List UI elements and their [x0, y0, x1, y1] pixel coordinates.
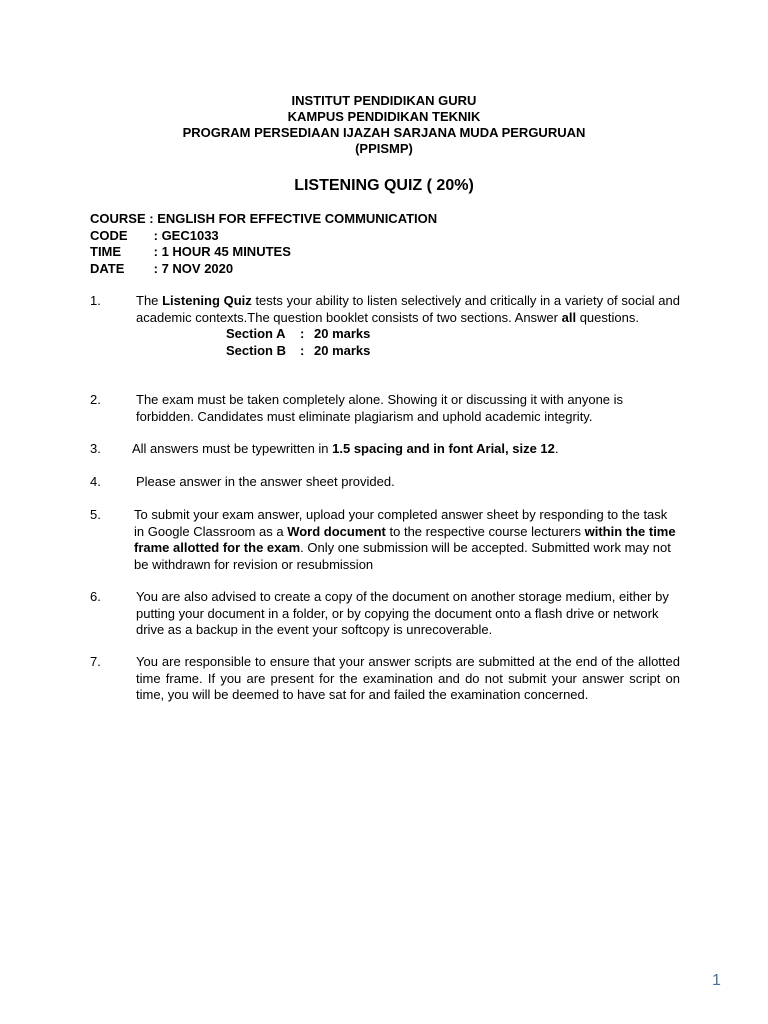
meta-code-label: CODE	[90, 227, 128, 243]
item-5-text-e: . Only one submission will be accepted. Submitted work may not be withdrawn for revision or resubmission	[134, 540, 671, 572]
item-5-bold-word-document: Word document	[287, 523, 386, 539]
meta-course-label: COURSE	[90, 211, 146, 226]
header-line-1: INSTITUT PENDIDIKAN GURU	[291, 93, 477, 108]
meta-date-label: DATE	[90, 260, 125, 276]
section-a-row	[226, 326, 680, 343]
item-text	[136, 293, 680, 359]
instruction-item-4	[90, 474, 680, 491]
item-number: 5.	[90, 507, 101, 522]
item-5-text-a: To submit your exam answer, upload your completed answer sheet by responding to the task in Google Classroom as a	[134, 507, 668, 539]
item-text: Please answer in the answer sheet provided.	[136, 474, 395, 489]
meta-time-row	[90, 244, 437, 261]
meta-code-row	[90, 228, 437, 245]
quiz-title: LISTENING QUIZ ( 20%)	[294, 177, 474, 194]
item-text: The exam must be taken completely alone. Showing it or discussing it with anyone is forbidden. Candidates must eliminate plagiarism and uphold academic integrity.	[136, 392, 624, 424]
meta-date-value: : 7 NOV 2020	[153, 260, 234, 276]
header-line-4: (PPISMP)	[355, 141, 413, 156]
meta-course-row	[90, 211, 437, 228]
instruction-item-3	[90, 441, 680, 458]
item-3-bold-format: 1.5 spacing and in font Arial, size 12	[332, 441, 555, 456]
meta-time-value: : 1 HOUR 45 MINUTES	[153, 244, 291, 259]
instruction-item-5	[90, 507, 680, 573]
section-a-name: Section A	[226, 326, 286, 341]
course-meta	[90, 211, 437, 277]
institution-header	[0, 93, 768, 157]
header-line-3: PROGRAM PERSEDIAAN IJAZAH SARJANA MUDA PERGURUAN	[182, 125, 586, 140]
section-b-sep: :	[300, 342, 305, 358]
meta-date-row	[90, 261, 437, 278]
item-1-bold-all: all	[561, 309, 577, 325]
header-line-2: KAMPUS PENDIDIKAN TEKNIK	[287, 109, 481, 124]
instruction-item-7	[90, 654, 680, 704]
instruction-item-2	[90, 392, 680, 425]
item-number: 1.	[90, 293, 101, 308]
section-b-name: Section B	[226, 342, 286, 358]
item-number: 7.	[90, 654, 101, 669]
page-number: 1	[712, 972, 721, 989]
item-number: 3.	[90, 441, 101, 456]
item-1-text-e: questions.	[576, 309, 639, 325]
section-b-marks: 20 marks	[314, 342, 371, 358]
section-a-sep: :	[300, 326, 305, 341]
item-number: 2.	[90, 392, 101, 407]
item-number: 4.	[90, 474, 101, 489]
item-5-bold-time-frame: within the time frame allotted for the exam	[134, 523, 676, 555]
item-3-text-c: .	[554, 441, 559, 456]
section-b-row	[226, 343, 680, 360]
item-1-text-c: tests your ability to listen selectively and critically in a variety of social and academic contexts.The question booklet consists of two sections. Answer	[136, 293, 680, 325]
item-text: You are responsible to ensure that your answer scripts are submitted at the end of the allotted time frame. If you are present for the examination and do not submit your answer script on time, you will be deemed to have sat for and failed the examination concerned.	[136, 654, 680, 702]
meta-course-value: : ENGLISH FOR EFFECTIVE COMMUNICATION	[149, 211, 438, 226]
item-number: 6.	[90, 589, 101, 604]
item-text	[134, 507, 680, 573]
item-3-text-a: All answers must be typewritten in	[132, 441, 333, 456]
instruction-item-6	[90, 589, 680, 639]
section-a-marks: 20 marks	[314, 326, 371, 341]
meta-code-value: : GEC1033	[153, 227, 219, 243]
item-text: You are also advised to create a copy of the document on another storage medium, either by putting your document in a folder, or by copying the document onto a flash drive or network drive as a backup in the event your softcopy is unrecoverable.	[136, 589, 669, 637]
item-text	[132, 441, 680, 458]
item-5-text-c: to the respective course lecturers	[385, 523, 585, 539]
item-1-text-a: The	[136, 293, 163, 308]
instruction-item-1	[90, 293, 680, 359]
item-1-bold-listening-quiz: Listening Quiz	[162, 293, 252, 308]
meta-time-label: TIME	[90, 244, 122, 259]
